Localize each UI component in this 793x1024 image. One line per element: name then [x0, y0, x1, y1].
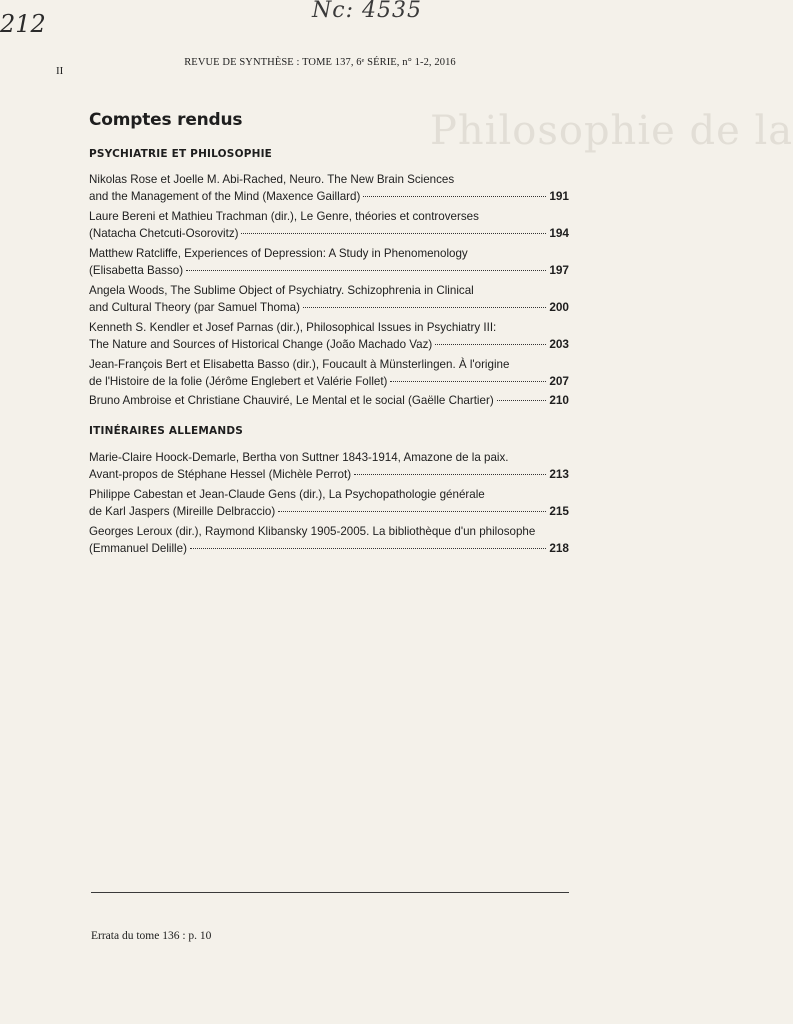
dot-leader [354, 474, 546, 475]
bleed-through-text: Philosophie de la [430, 108, 793, 154]
toc-entry [89, 392, 569, 409]
toc-page-number: 207 [549, 374, 569, 388]
handwritten-annotation-top: Nc: 4535 [312, 0, 422, 23]
errata-note: Errata du tome 136 : p. 10 [91, 930, 212, 942]
toc-entry-line1: Nikolas Rose et Joelle M. Abi-Rached, Neuro. The New Brain Sciences [89, 173, 455, 186]
toc-page-number: 218 [549, 541, 569, 555]
subsection-heading-itineraires: ITINÉRAIRES ALLEMANDS [89, 425, 244, 437]
toc-entry [89, 209, 569, 242]
toc-page-number: 210 [549, 393, 569, 407]
footer-rule [91, 892, 569, 893]
toc-entry [89, 450, 569, 483]
toc-entry-line2: and the Management of the Mind (Maxence Gaillard) [89, 190, 361, 203]
toc-entry-line2: The Nature and Sources of Historical Change (João Machado Vaz) [89, 338, 433, 351]
toc-entry-line1: Jean-François Bert et Elisabetta Basso (dir.), Foucault à Münsterlingen. À l'origine [89, 358, 510, 371]
toc-entry-line1: Philippe Cabestan et Jean-Claude Gens (dir.), La Psychopathologie générale [89, 488, 485, 501]
toc-page-number: 203 [549, 337, 569, 351]
toc-entry [89, 246, 569, 279]
dot-leader [278, 511, 546, 512]
page-number: II [56, 65, 64, 77]
dot-leader [390, 381, 546, 382]
toc-entry [89, 283, 569, 316]
toc-entry-line1: Kenneth S. Kendler et Josef Parnas (dir.), Philosophical Issues in Psychiatry III: [89, 321, 497, 334]
toc-entry-line1: Marie-Claire Hoock-Demarle, Bertha von Suttner 1843-1914, Amazone de la paix. [89, 451, 509, 464]
dot-leader [186, 270, 546, 271]
toc-page-number: 213 [549, 467, 569, 481]
toc-entry-line1: Matthew Ratcliffe, Experiences of Depression: A Study in Phenomenology [89, 247, 468, 260]
section-title: Comptes rendus [89, 110, 243, 130]
toc-entry-line2: (Elisabetta Basso) [89, 264, 184, 277]
toc-entry-line1: Georges Leroux (dir.), Raymond Klibansky 1905-2005. La bibliothèque d'un philosophe [89, 525, 536, 538]
toc-entry-line1: Angela Woods, The Sublime Object of Psychiatry. Schizophrenia in Clinical [89, 284, 474, 297]
toc-entry-line2: de Karl Jaspers (Mireille Delbraccio) [89, 505, 276, 518]
dot-leader [497, 400, 547, 401]
toc-entry-line2: (Emmanuel Delille) [89, 542, 187, 555]
toc-entry-line1: Laure Bereni et Mathieu Trachman (dir.), Le Genre, théories et controverses [89, 210, 479, 223]
dot-leader [303, 307, 546, 308]
toc-page-number: 191 [549, 189, 569, 203]
toc-entry [89, 487, 569, 520]
toc-page-number: 194 [549, 226, 569, 240]
handwritten-annotation-left: 212 [0, 10, 46, 38]
dot-leader [190, 548, 546, 549]
toc-entry [89, 172, 569, 205]
toc-entry-line2: de l'Histoire de la folie (Jérôme Englebert et Valérie Follet) [89, 375, 388, 388]
toc-entry-line2: (Natacha Chetcuti-Osorovitz) [89, 227, 239, 240]
toc-entry-line2: Bruno Ambroise et Christiane Chauviré, Le Mental et le social (Gaëlle Chartier) [89, 394, 494, 407]
toc-page-number: 200 [549, 300, 569, 314]
toc-page-number: 215 [549, 504, 569, 518]
toc-page-number: 197 [549, 263, 569, 277]
toc-entry-line2: and Cultural Theory (par Samuel Thoma) [89, 301, 300, 314]
dot-leader [363, 196, 546, 197]
subsection-heading-psychiatrie: PSYCHIATRIE ET PHILOSOPHIE [89, 148, 273, 160]
toc-entry [89, 524, 569, 557]
toc-entry-line2: Avant-propos de Stéphane Hessel (Michèle Perrot) [89, 468, 352, 481]
toc-entry [89, 320, 569, 353]
dot-leader [241, 233, 546, 234]
toc-entry [89, 357, 569, 390]
dot-leader [435, 344, 546, 345]
running-header: REVUE DE SYNTHÈSE : TOME 137, 6ᵉ SÉRIE, n° 1-2, 2016 [184, 57, 456, 68]
